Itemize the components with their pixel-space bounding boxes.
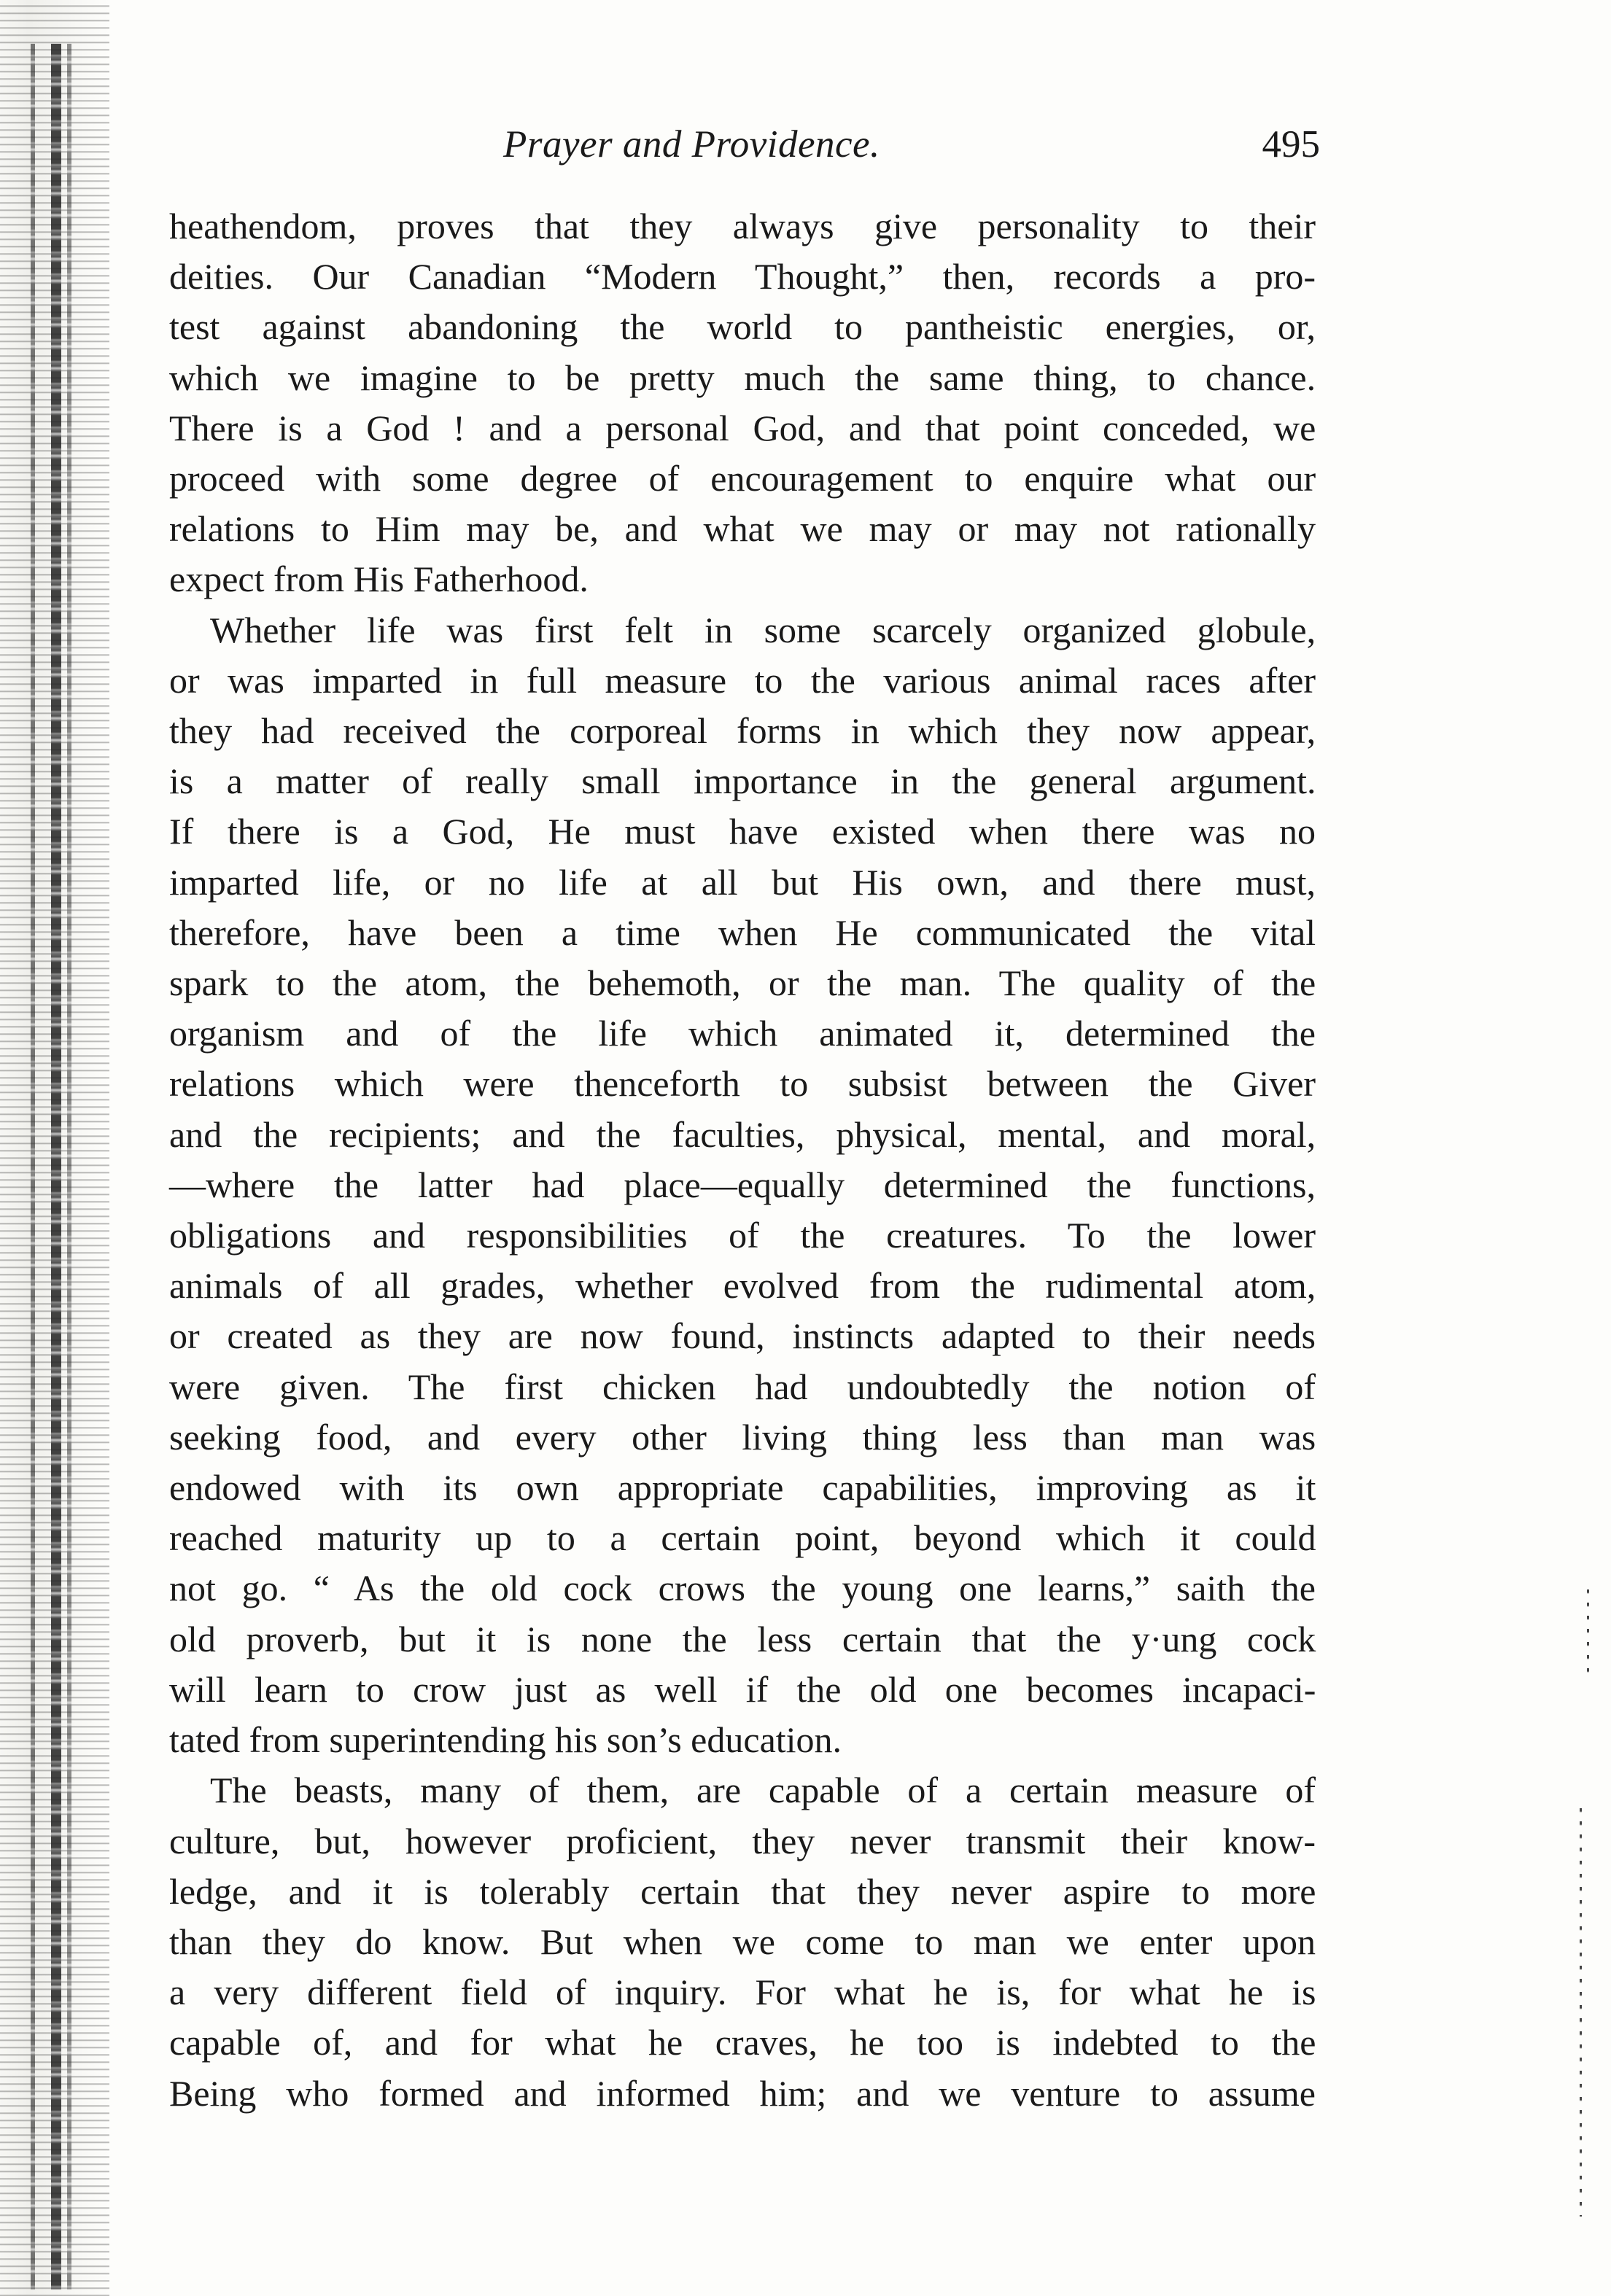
text-line: than they do know. But when we come to man we enter upon (169, 1921, 1316, 1962)
text-line: The beasts, many of them, are capable of a certain measure of (210, 1770, 1316, 1811)
text-line: relations which were thenceforth to subsist between the Giver (169, 1063, 1316, 1105)
page-header (168, 109, 1320, 168)
text-line: old proverb, but it is none the less certain that the y·ung cock (169, 1618, 1316, 1659)
text-line: obligations and responsibilities of the creatures. To the lower (169, 1215, 1316, 1256)
text-line: or was imparted in full measure to the various animal races after (169, 659, 1316, 701)
text-line: There is a God ! and a personal God, and that point conceded, we (169, 407, 1316, 448)
text-line: expect from His Fatherhood. (169, 559, 589, 600)
text-line: which we imagine to be pretty much the same thing, to chance. (169, 357, 1316, 398)
text-line: Whether life was first felt in some scarcely organized globule, (210, 609, 1316, 650)
text-line: deities. Our Canadian “Modern Thought,” then, records a pro- (169, 256, 1316, 297)
text-line: If there is a God, He must have existed when there was no (169, 811, 1316, 852)
text-line: therefore, have been a time when He communicated the vital (169, 911, 1316, 953)
paragraph (169, 1765, 1316, 2118)
paragraph (169, 201, 1316, 605)
text-line: tated from superintending his son’s education. (169, 1719, 842, 1761)
text-line: not go. “ As the old cock crows the young one learns,” saith the (169, 1568, 1316, 1609)
text-line: and the recipients; and the faculties, physical, mental, and moral, (169, 1113, 1316, 1155)
text-line: Being who formed and informed him; and we venture to assume (169, 2072, 1316, 2114)
text-line: test against abandoning the world to pantheistic energies, or, (169, 306, 1316, 348)
text-line: capable of, and for what he craves, he too is indebted to the (169, 2022, 1316, 2063)
scan-binding-edge (0, 0, 109, 2296)
text-line: is a matter of really small importance in the general argument. (169, 760, 1316, 802)
text-line: imparted life, or no life at all but His own, and there must, (169, 861, 1316, 903)
text-line: —where the latter had place—equally determined the functions, (169, 1164, 1316, 1205)
page-number: 495 (1262, 123, 1320, 166)
text-line: organism and of the life which animated it, determined the (169, 1013, 1316, 1054)
text-line: spark to the atom, the behemoth, or the man. The quality of the (169, 962, 1316, 1004)
text-line: ledge, and it is tolerably certain that they never aspire to more (169, 1870, 1316, 1912)
text-line: endowed with its own appropriate capabilities, improving as it (169, 1467, 1316, 1509)
text-line: a very different field of inquiry. For what he is, for what he is (169, 1972, 1316, 2013)
text-line: seeking food, and every other living thing less than man was (169, 1416, 1316, 1458)
running-title: Prayer and Providence. (503, 123, 880, 166)
text-line: were given. The first chicken had undoubtedly the notion of (169, 1366, 1316, 1407)
text-line: they had received the corporeal forms in which they now appear, (169, 710, 1316, 752)
scan-speck (1587, 1589, 1589, 1677)
scan-speck (1580, 1808, 1582, 2217)
text-line: heathendom, proves that they always give personality to their (169, 206, 1316, 246)
text-line: reached maturity up to a certain point, beyond which it could (169, 1517, 1316, 1559)
binding-shadow-line (51, 44, 61, 2289)
text-line: proceed with some degree of encouragement to enquire what our (169, 458, 1316, 499)
text-line: will learn to crow just as well if the old one becomes incapaci- (169, 1668, 1316, 1710)
paragraph (169, 605, 1316, 1766)
binding-shadow-line (31, 44, 35, 2289)
text-line: culture, but, however proficient, they never transmit their know- (169, 1820, 1316, 1861)
text-line: animals of all grades, whether evolved from the rudimental atom, (169, 1265, 1316, 1307)
page-body (169, 201, 1316, 2119)
text-line: or created as they are now found, instincts adapted to their needs (169, 1315, 1316, 1357)
binding-shadow-line (67, 44, 71, 2289)
text-line: relations to Him may be, and what we may or may not rationally (169, 508, 1316, 550)
